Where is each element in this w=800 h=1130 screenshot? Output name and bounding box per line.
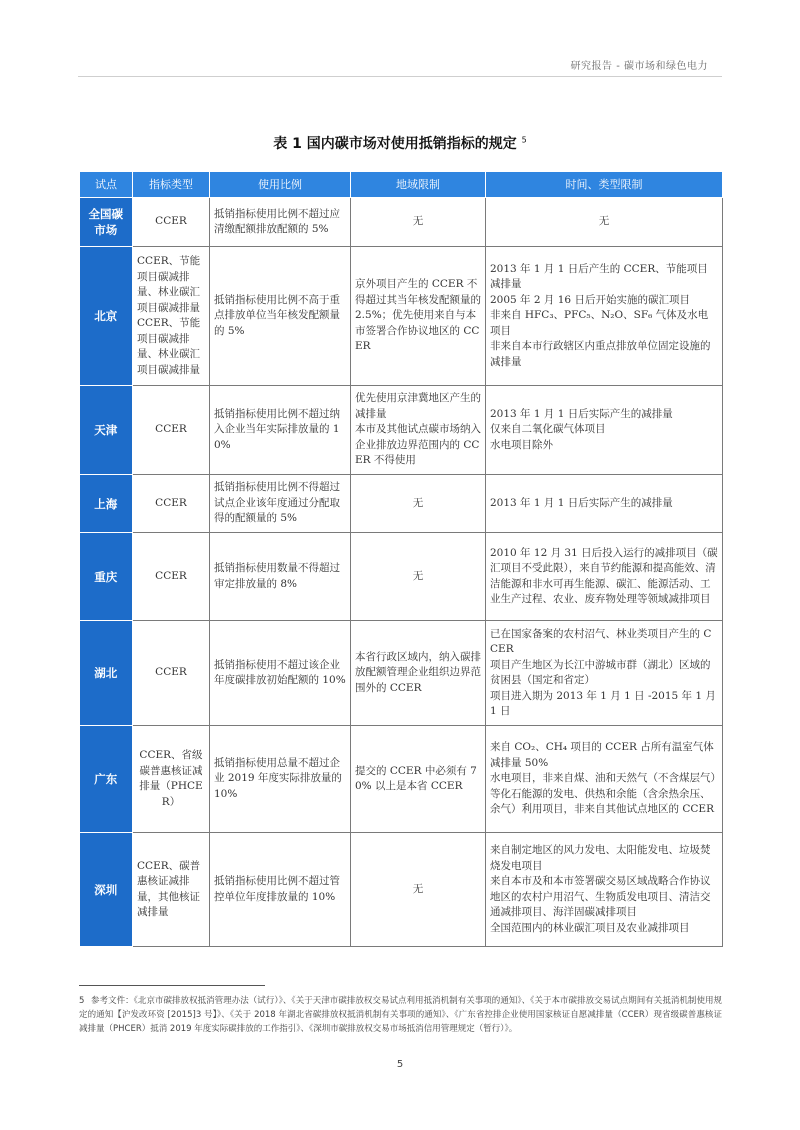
header-divider — [78, 76, 722, 77]
footnote — [79, 994, 722, 1036]
footnote-divider — [79, 985, 265, 986]
table-row — [80, 833, 723, 947]
page-number: 5 — [396, 1059, 404, 1070]
row-city: 重庆 — [80, 533, 133, 621]
table-row — [80, 726, 723, 833]
row-city: 湖北 — [80, 621, 133, 726]
row-ratio: 抵销指标使用比例不得超过试点企业该年度通过分配取得的配额量的 5% — [210, 475, 351, 533]
row-ratio: 抵销指标使用比例不超过应清缴配额排放配额的 5% — [210, 198, 351, 247]
row-region: 无 — [351, 475, 486, 533]
row-region: 提交的 CCER 中必须有 70% 以上是本省 CCER — [351, 726, 486, 833]
row-time: 2013 年 1 月 1 日后产生的 CCER、节能项目减排量 2005 年 2 月 16 日后开始实施的碳汇项目 非来自 HFC₃、PFC₅、N₂O、SF₆ 气体及水电项目 非来自本市行政辖区内重点排放单位固定设施的减排量 — [486, 247, 723, 386]
row-time: 2010 年 12 月 31 日后投入运行的减排项目（碳汇项目不受此限），来自节约能源和提高能效、清洁能源和非水可再生能源、碳汇、能源活动、工业生产过程、农业、废弃物处理等领域减排项目 — [486, 533, 723, 621]
row-type: CCER — [133, 533, 210, 621]
row-ratio: 抵销指标使用比例不超过管控单位年度排放量的 10% — [210, 833, 351, 947]
row-time: 无 — [486, 198, 723, 247]
row-time: 已在国家备案的农村沼气、林业类项目产生的 CCER 项目产生地区为长江中游城市群（湖北）区域的贫困县（国定和省定） 项目进入期为 2013 年 1 月 1 日 -2015 年 1 月 1 日 — [486, 621, 723, 726]
row-city: 全国碳市场 — [80, 198, 133, 247]
table-title-text: 表 1 国内碳市场对使用抵销指标的规定 — [273, 136, 517, 152]
row-time: 2013 年 1 月 1 日后实际产生的减排量 — [486, 475, 723, 533]
row-region: 无 — [351, 198, 486, 247]
table-row — [80, 475, 723, 533]
row-region: 优先使用京津冀地区产生的减排量 本市及其他试点碳市场纳入企业排放边界范围内的 CCER 不得使用 — [351, 386, 486, 475]
table-row — [80, 621, 723, 726]
table-title-footnote-mark: 5 — [521, 135, 527, 145]
footnote-text: 参考文件：《北京市碳排放权抵消管理办法（试行）》、《关于天津市碳排放权交易试点利用抵消机制有关事项的通知》、《关于本市碳排放交易试点期间有关抵消机制使用规定的通知【沪发改环资 [2015]3 号】》、《关于 2018 年湖北省碳排放权抵消机制有关事项的通知》、《广东省控排企业使用国家核证自愿减排量（CCER）现省级碳普惠核证减排量（PHCER）抵消 2019 年度实际碳排放的工作指引》、《深圳市碳排放权交易市场抵消信用管理规定（暂行）》。 — [79, 996, 722, 1034]
row-type: CCER — [133, 621, 210, 726]
row-time: 2013 年 1 月 1 日后实际产生的减排量 仅来自二氧化碳气体项目 水电项目除外 — [486, 386, 723, 475]
row-city: 北京 — [80, 247, 133, 386]
column-header-time: 时间、类型限制 — [486, 172, 723, 198]
row-type: CCER、节能项目碳减排量、林业碳汇项目碳减排量 CCER、节能项目碳减排量、林业碳汇项目碳减排量 — [133, 247, 210, 386]
report-header-label: 研究报告 - 碳市场和绿色电力 — [570, 61, 708, 72]
row-region: 无 — [351, 533, 486, 621]
row-type: CCER — [133, 475, 210, 533]
row-city: 天津 — [80, 386, 133, 475]
row-ratio: 抵销指标使用数量不得超过审定排放量的 8% — [210, 533, 351, 621]
table-title — [0, 133, 800, 153]
table-header-row — [80, 172, 723, 198]
table-row — [80, 533, 723, 621]
offset-rules-table — [79, 171, 723, 947]
row-city: 上海 — [80, 475, 133, 533]
row-type: CCER — [133, 198, 210, 247]
row-region: 京外项目产生的 CCER 不得超过其当年核发配额量的 2.5%；优先使用来自与本市签署合作协议地区的 CCER — [351, 247, 486, 386]
row-city: 深圳 — [80, 833, 133, 947]
column-header-type: 指标类型 — [133, 172, 210, 198]
row-type: CCER、省级碳普惠核证减排量（PHCER） — [133, 726, 210, 833]
row-region: 本省行政区域内，纳入碳排放配额管理企业组织边界范围外的 CCER — [351, 621, 486, 726]
footnote-number: 5 — [79, 996, 85, 1006]
row-time: 来自制定地区的风力发电、太阳能发电、垃圾焚烧发电项目 来自本市及和本市签署碳交易区域战略合作协议地区的农村户用沼气、生物质发电项目、清洁交通减排项目、海洋固碳减排项目 全国范围内的林业碳汇项目及农业减排项目 — [486, 833, 723, 947]
row-time: 来自 CO₂、CH₄ 项目的 CCER 占所有温室气体减排量 50% 水电项目，非来自煤、油和天然气（不含煤层气）等化石能源的发电、供热和余能（含余热余压、余气）利用项目，非来自其他试点地区的 CCER — [486, 726, 723, 833]
row-city: 广东 — [80, 726, 133, 833]
table-row — [80, 386, 723, 475]
column-header-region: 地域限制 — [351, 172, 486, 198]
table-row — [80, 198, 723, 247]
column-header-ratio: 使用比例 — [210, 172, 351, 198]
row-type: CCER、碳普惠核证减排量，其他核证减排量 — [133, 833, 210, 947]
row-ratio: 抵销指标使用比例不超过纳入企业当年实际排放量的 10% — [210, 386, 351, 475]
row-region: 无 — [351, 833, 486, 947]
table-row — [80, 247, 723, 386]
column-header-pilot: 试点 — [80, 172, 133, 198]
row-ratio: 抵销指标使用总量不超过企业 2019 年度实际排放量的 10% — [210, 726, 351, 833]
row-type: CCER — [133, 386, 210, 475]
row-ratio: 抵销指标使用比例不高于重点排放单位当年核发配额量的 5% — [210, 247, 351, 386]
row-ratio: 抵销指标使用不超过该企业年度碳排放初始配额的 10% — [210, 621, 351, 726]
